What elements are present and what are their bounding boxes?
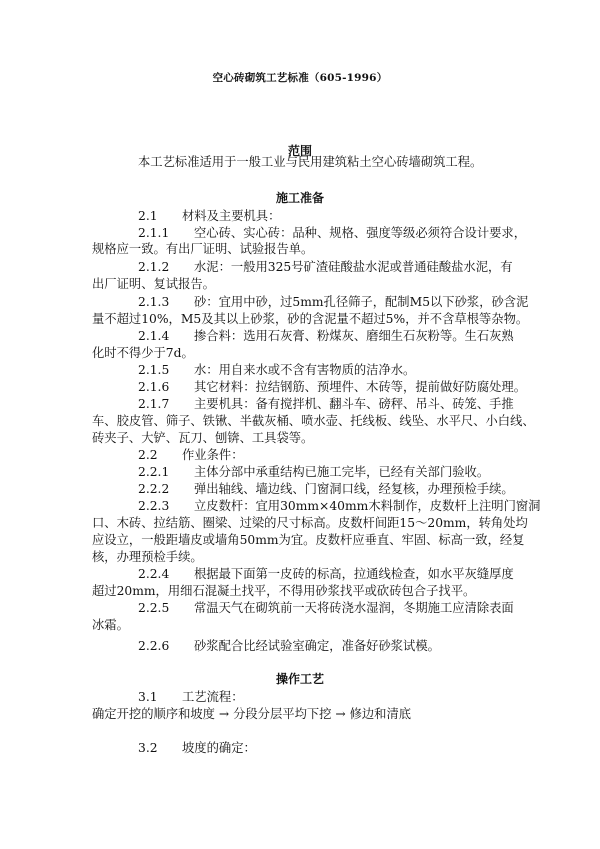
process-flow-text: 确定开挖的顺序和坡度 → 分段分层平均下挖 → 修边和清底 <box>92 707 412 721</box>
item-text-cont: 砖夹子、大铲、瓦刀、刨锛、工具袋等。 <box>92 431 314 445</box>
item-text: 空心砖、实心砖：品种、规格、强度等级必须符合设计要求， <box>194 226 527 240</box>
section-heading-ops: 操作工艺 <box>275 672 324 686</box>
item-text: 材料及主要机具： <box>182 209 281 223</box>
item-number: 2.1.3 <box>138 295 170 309</box>
item-number: 3.1 <box>138 690 158 704</box>
document-title: 空心砖砌筑工艺标准（605-1996） <box>212 72 388 84</box>
item-number: 2.1.1 <box>138 226 170 240</box>
item-number: 2.1.2 <box>138 260 170 274</box>
item-number: 2.2.3 <box>138 499 170 513</box>
item-number: 2.2.1 <box>138 465 170 479</box>
item-number: 2.2.2 <box>138 482 170 496</box>
item-text-cont: 核，办理预检手续。 <box>92 550 203 564</box>
item-text-cont: 口、木砖、拉结筋、圈梁、过梁的尺寸标高。皮数杆间距15～20mm，转角处均 <box>92 516 528 530</box>
item-text-cont: 超过20mm，用细石混凝土找平，不得用砂浆找平或砍砖包合子找平。 <box>92 584 476 598</box>
item-text-cont: 冰霜。 <box>92 618 129 632</box>
item-text: 根据最下面第一皮砖的标高，拉通线检查，如水平灰缝厚度 <box>194 567 514 581</box>
item-text-cont: 量不超过10%，M5及其以上砂浆，砂的含泥量不超过5%，并不含草根等杂物。 <box>92 312 529 326</box>
item-text: 砂：宜用中砂，过5mm孔径筛子，配制M5以下砂浆，砂含泥 <box>194 295 529 309</box>
item-text-cont: 出厂证明、复试报告。 <box>92 277 215 291</box>
item-text: 工艺流程： <box>182 690 244 704</box>
item-text: 水：用自来水或不含有害物质的洁净水。 <box>194 363 416 377</box>
item-text: 坡度的确定： <box>182 741 256 755</box>
item-text: 作业条件： <box>182 448 244 462</box>
section-heading-scope: 范围 <box>287 144 312 158</box>
item-text-cont: 车、胶皮管、筛子、铁锹、半截灰桶、喷水壶、托线板、线坠、水平尺、小白线、 <box>92 414 535 428</box>
item-number: 2.2.6 <box>138 639 170 653</box>
item-number: 2.1 <box>138 209 158 223</box>
item-text-cont: 规格应一致。有出厂证明、试验报告单。 <box>92 242 314 256</box>
item-text: 主要机具：备有搅拌机、翻斗车、磅秤、吊斗、砖笼、手推 <box>194 397 514 411</box>
item-text: 水泥：一般用325号矿渣硅酸盐水泥或普通硅酸盐水泥，有 <box>194 260 513 274</box>
item-text: 掺合料：选用石灰膏、粉煤灰、磨细生石灰粉等。生石灰熟 <box>194 329 514 343</box>
item-text: 弹出轴线、墙边线、门窗洞口线，经复核，办理预检手续。 <box>194 482 514 496</box>
item-number: 3.2 <box>138 741 158 755</box>
item-number: 2.1.6 <box>138 380 170 394</box>
item-number: 2.1.7 <box>138 397 170 411</box>
item-text-cont: 化时不得少于7d。 <box>92 346 194 360</box>
item-text-cont: 应设立，一般距墙皮或墙角50mm为宜。皮数杆应垂直、牢固、标高一致，经复 <box>92 533 525 547</box>
item-number: 2.1.4 <box>138 329 170 343</box>
item-text: 砂浆配合比经试验室确定，准备好砂浆试模。 <box>194 639 440 653</box>
item-number: 2.2 <box>138 448 158 462</box>
section-heading-prep: 施工准备 <box>275 191 324 205</box>
item-number: 2.2.4 <box>138 567 170 581</box>
item-text: 其它材料：拉结钢筋、预埋件、木砖等，提前做好防腐处理。 <box>194 380 527 394</box>
item-text: 立皮数杆：宜用30mm×40mm木料制作，皮数杆上注明门窗洞 <box>194 499 541 513</box>
item-number: 2.2.5 <box>138 601 170 615</box>
item-text: 主体分部中承重结构已施工完毕，已经有关部门验收。 <box>194 465 490 479</box>
scope-paragraph: 本工艺标准适用于一般工业与民用建筑粘土空心砖墙砌筑工程。 <box>138 155 483 169</box>
item-number: 2.1.5 <box>138 363 170 377</box>
item-text: 常温天气在砌筑前一天将砖浇水湿润，冬期施工应清除表面 <box>194 601 514 615</box>
